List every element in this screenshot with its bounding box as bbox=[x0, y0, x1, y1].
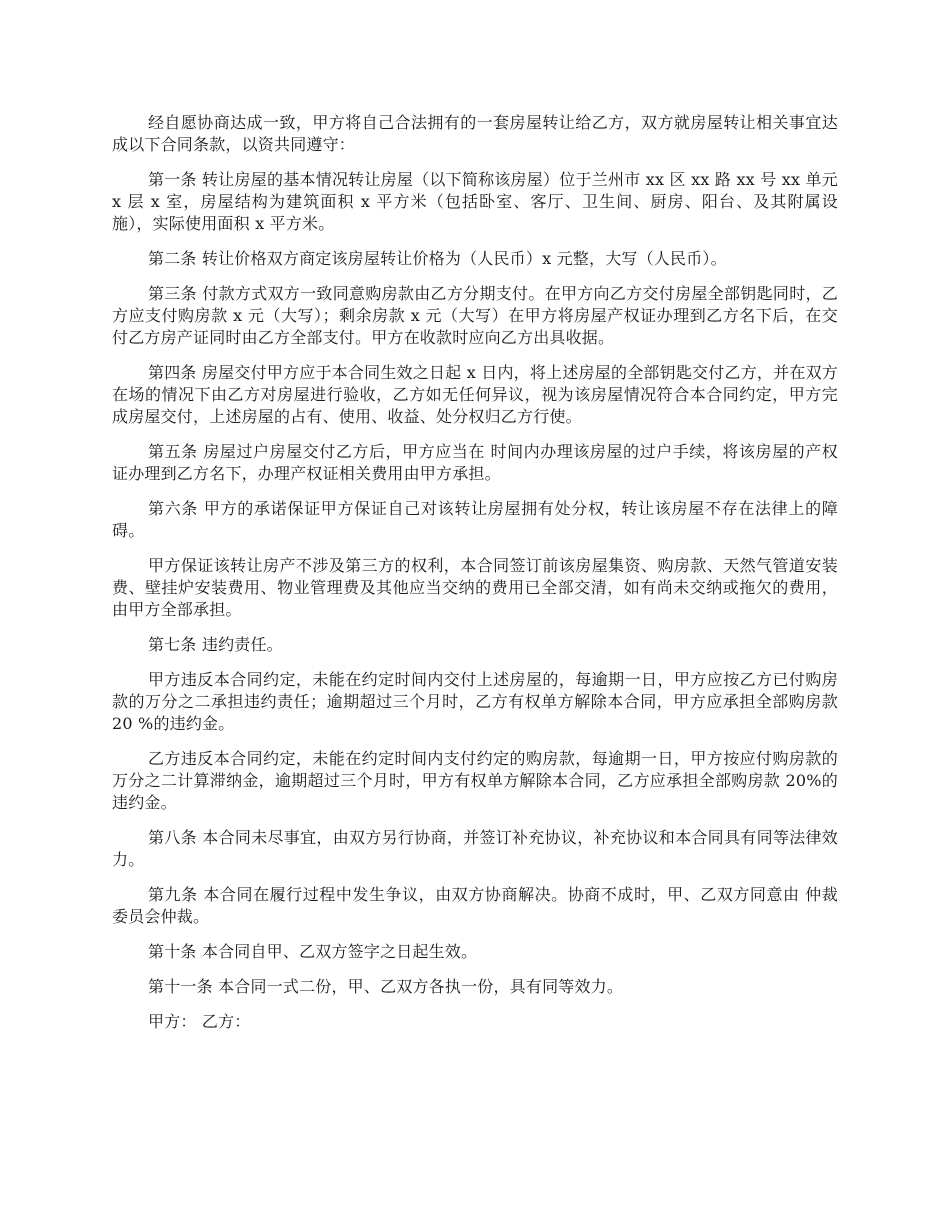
article-6-paragraph: 第六条 甲方的承诺保证甲方保证自己对该转让房屋拥有处分权，转让该房屋不存在法律上的障碍。 bbox=[112, 499, 838, 540]
article-8-paragraph: 第八条 本合同未尽事宜，由双方另行协商，并签订补充协议，补充协议和本合同具有同等法律效力。 bbox=[112, 828, 838, 869]
signature-line: 甲方： 乙方： bbox=[148, 1012, 251, 1031]
article-7-party-a-paragraph: 甲方违反本合同约定，未能在约定时间内交付上述房屋的，每逾期一日，甲方应按乙方已付购房款的万分之二承担违约责任；逾期超过三个月时，乙方有权单方解除本合同，甲方应承担全部购房款 20 %的违约金。 bbox=[112, 670, 838, 733]
article-7-heading: 第七条 违约责任。 bbox=[148, 635, 283, 654]
article-9-paragraph: 第九条 本合同在履行过程中发生争议，由双方协商解决。协商不成时，甲、乙双方同意由 仲裁委员会仲裁。 bbox=[112, 885, 838, 926]
preamble-paragraph: 经自愿协商达成一致，甲方将自己合法拥有的一套房屋转让给乙方，双方就房屋转让相关事宜达成以下合同条款，以资共同遵守： bbox=[112, 113, 838, 154]
article-7-party-b-paragraph: 乙方违反本合同约定，未能在约定时间内支付约定的购房款，每逾期一日，甲方按应付购房款的万分之二计算滞纳金，逾期超过三个月时，甲方有权单方解除本合同，乙方应承担全部购房款 20%的违约金。 bbox=[112, 749, 838, 812]
article-3-paragraph: 第三条 付款方式双方一致同意购房款由乙方分期支付。在甲方向乙方交付房屋全部钥匙同时，乙方应支付购房款 x 元（大写）；剩余房款 x 元（大写）在甲方将房屋产权证办理到乙方名下后，在交付乙方房产证同时由乙方全部支付。甲方在收款时应向乙方出具收据。 bbox=[112, 284, 838, 347]
document-body bbox=[112, 112, 838, 1046]
article-6-continued-paragraph: 甲方保证该转让房产不涉及第三方的权利，本合同签订前该房屋集资、购房款、天然气管道安装费、壁挂炉安装费用、物业管理费及其他应当交纳的费用已全部交清，如有尚未交纳或拖欠的费用，由甲方全部承担。 bbox=[112, 556, 838, 619]
article-10-paragraph: 第十条 本合同自甲、乙双方签字之日起生效。 bbox=[148, 942, 478, 961]
article-1-paragraph: 第一条 转让房屋的基本情况转让房屋（以下简称该房屋）位于兰州市 xx 区 xx 路 xx 号 xx 单元 x 层 x 室，房屋结构为建筑面积 x 平方米（包括卧室、客厅、卫生间、厨房、阳台、及其附属设施），实际使用面积 x 平方米。 bbox=[112, 170, 838, 233]
article-11-paragraph: 第十一条 本合同一式二份，甲、乙双方各执一份，具有同等效力。 bbox=[148, 977, 624, 996]
article-5-paragraph: 第五条 房屋过户房屋交付乙方后，甲方应当在 时间内办理该房屋的过户手续，将该房屋的产权证办理到乙方名下，办理产权证相关费用由甲方承担。 bbox=[112, 442, 838, 483]
article-2-paragraph: 第二条 转让价格双方商定该房屋转让价格为（人民币）x 元整，大写（人民币）。 bbox=[148, 249, 727, 268]
article-4-paragraph: 第四条 房屋交付甲方应于本合同生效之日起 x 日内，将上述房屋的全部钥匙交付乙方，并在双方在场的情况下由乙方对房屋进行验收，乙方如无任何异议，视为该房屋情况符合本合同约定，甲方完成房屋交付，上述房屋的占有、使用、收益、处分权归乙方行使。 bbox=[112, 363, 838, 426]
